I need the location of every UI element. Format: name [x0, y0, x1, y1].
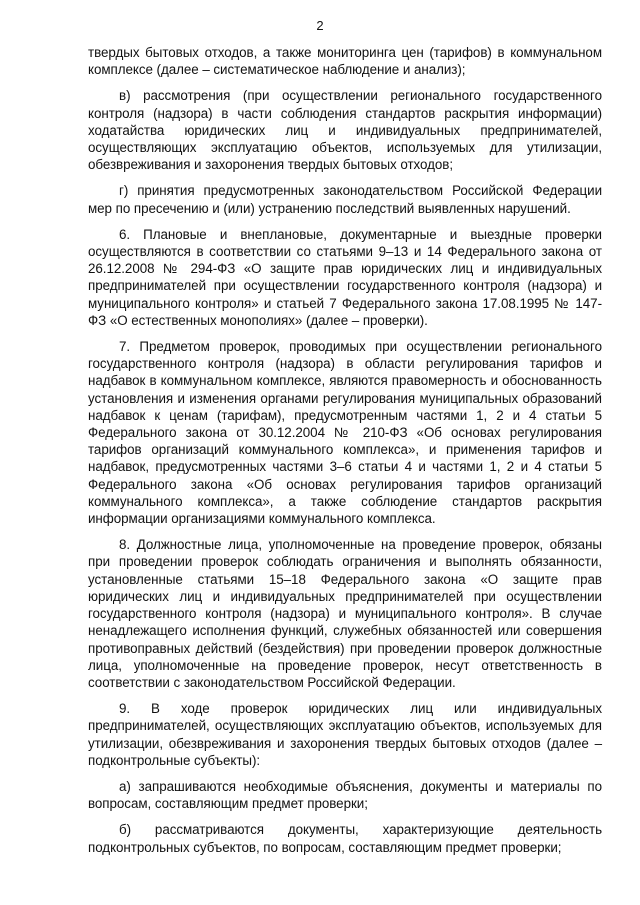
- paragraph-item-a: а) запрашиваются необходимые объяснения, документы и материалы по вопросам, составляющим предмет проверки;: [88, 778, 602, 812]
- paragraph-7: 7. Предметом проверок, проводимых при осуществлении регионального государственного контроля (надзора) в области регулирования тарифов и надбавок в коммунальном комплексе, являются правомерность и обоснованность установления и изменения органами регулирования муниципальных образований надбавок к ценам (тарифам), предусмотренным частями 1, 2 и 4 статьи 5 Федерального закона от 30.12.2004 № 210-ФЗ «Об основах регулирования тарифов организаций коммунального комплекса», и применения тарифов и надбавок, предусмотренных частями 3–6 статьи 4 и частями 1, 2 и 4 статьи 5 Федерального закона «Об основах регулирования тарифов организаций коммунального комплекса», а также соблюдение стандартов раскрытия информации организациями коммунального комплекса.: [88, 339, 602, 527]
- paragraph-item-g: г) принятия предусмотренных законодательством Российской Федерации мер по пресечению и (или) устранению последствий выявленных нарушений.: [88, 183, 602, 216]
- page-number: 2: [316, 18, 324, 33]
- paragraph-item-b: б) рассматриваются документы, характеризующие деятельность подконтрольных субъектов, по вопросам, составляющим предмет проверки;: [88, 822, 602, 855]
- paragraph-6: 6. Плановые и внеплановые, документарные и выездные проверки осуществляются в соответствии со статьями 9–13 и 14 Федерального закона от 26.12.2008 № 294-ФЗ «О защите прав юридических лиц и индивидуальных предпринимателей при осуществлении государственного контроля (надзора) и муниципального контроля» и статьей 7 Федерального закона 17.08.1995 № 147-ФЗ «О естественных монополиях» (далее – проверки).: [88, 226, 602, 328]
- paragraph-8: 8. Должностные лица, уполномоченные на проведение проверок, обязаны при проведении проверок соблюдать ограничения и выполнять обязанности, установленные статьями 15–18 Федерального закона «О защите прав юридических лиц и индивидуальных предпринимателей при осуществлении государственного контроля (надзора) и муниципального контроля». В случае ненадлежащего исполнения функций, служебных обязанностей или совершения противоправных действий (бездействия) при проведении проверок должностные лица, уполномоченные на проведение проверок, несут ответственность в соответствии с законодательством Российской Федерации.: [88, 537, 602, 690]
- paragraph-9: 9. В ходе проверок юридических лиц или индивидуальных предпринимателей, осуществляющих эксплуатацию объектов, используемых для утилизации, обезвреживания и захоронения твердых бытовых отходов (далее – подконтрольные субъекты):: [88, 701, 602, 768]
- paragraph-item-v: в) рассмотрения (при осуществлении регионального государственного контроля (надзора) в части соблюдения стандартов раскрытия информации) ходатайства юридических лиц и индивидуальных предпринимателей, осуществляющих эксплуатацию объектов, используемых для утилизации, обезвреживания и захоронения твердых бытовых отходов;: [88, 88, 602, 173]
- paragraph-continuation: твердых бытовых отходов, а также мониторинга цен (тарифов) в коммунальном комплексе (далее – систематическое наблюдение и анализ);: [88, 45, 602, 78]
- document-body: [88, 44, 602, 865]
